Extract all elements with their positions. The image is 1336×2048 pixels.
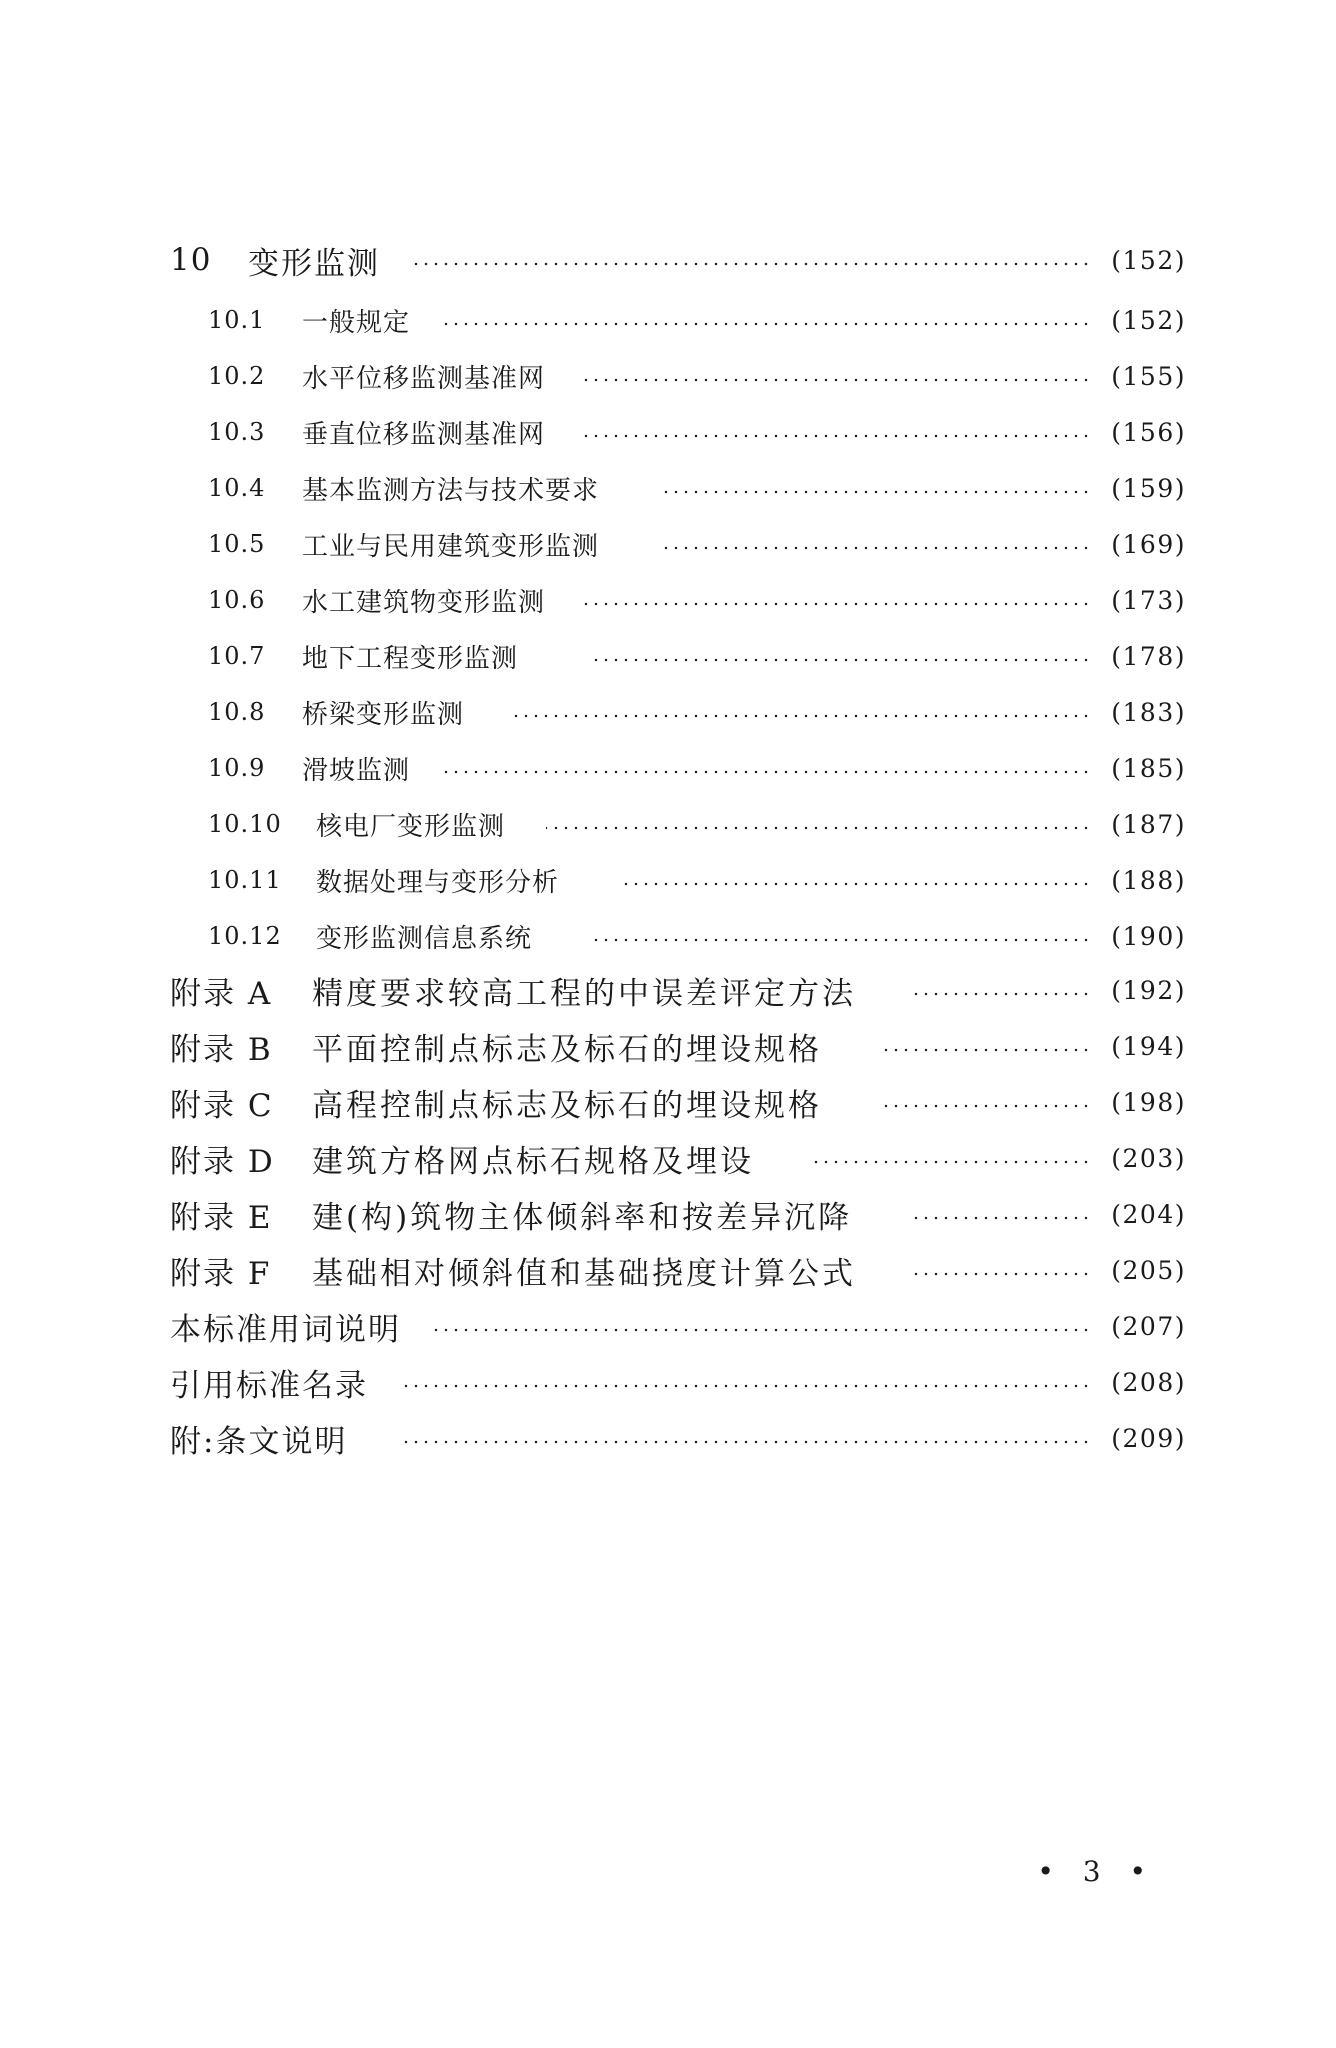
toc-entry-number: 附录 A: [170, 975, 273, 1012]
dot-leader: [910, 1272, 1091, 1276]
toc-entry-title: 建(构)筑物主体倾斜率和按差异沉降: [312, 1199, 853, 1236]
toc-entry-title: 附:条文说明: [170, 1423, 348, 1460]
toc-entry-page: (173): [1111, 585, 1186, 615]
toc-entry-page: (152): [1111, 245, 1186, 275]
toc-entry-number: 附录 E: [170, 1199, 273, 1236]
toc-entry-appendix-d[interactable]: [0, 1130, 1336, 1186]
toc-entry-page: (205): [1111, 1255, 1186, 1285]
toc-entry-title: 工业与民用建筑变形监测: [302, 531, 600, 562]
toc-entry-number: 10.10: [208, 810, 282, 838]
dot-leader: [910, 1216, 1091, 1220]
toc-entry-section-10-9[interactable]: [0, 740, 1336, 796]
toc-entry-number: 附录 C: [170, 1087, 274, 1124]
toc-entry-page: (204): [1111, 1199, 1186, 1229]
dot-leader: [880, 1104, 1091, 1108]
toc-entry-title: 垂直位移监测基准网: [302, 419, 546, 450]
toc-entry-page: (209): [1111, 1423, 1186, 1453]
dot-leader: [546, 826, 1091, 830]
toc-entry-number: 10.5: [208, 530, 266, 558]
dot-leader: [658, 490, 1091, 494]
dot-leader: [400, 1384, 1091, 1388]
toc-entry-number: 10.2: [208, 362, 266, 390]
toc-entry-appendix-f[interactable]: [0, 1242, 1336, 1298]
toc-entry-section-10-2[interactable]: [0, 348, 1336, 404]
toc-entry-section-10-1[interactable]: [0, 292, 1336, 348]
toc-entry-number: 10.9: [208, 754, 266, 782]
toc-entry-appendix-a[interactable]: [0, 962, 1336, 1018]
toc-entry-title: 基础相对倾斜值和基础挠度计算公式: [312, 1255, 856, 1292]
toc-entry-section-10-3[interactable]: [0, 404, 1336, 460]
toc-entry-title: 引用标准名录: [170, 1367, 368, 1404]
toc-entry-title: 核电厂变形监测: [316, 811, 506, 842]
dot-leader: [582, 434, 1091, 438]
dot-leader: [512, 714, 1091, 718]
toc-entry-page: (192): [1111, 975, 1186, 1005]
toc-entry-appendix-b[interactable]: [0, 1018, 1336, 1074]
toc-entry-number: 10.1: [208, 306, 266, 334]
toc-entry-section-10-5[interactable]: [0, 516, 1336, 572]
toc-entry-number: 附录 F: [170, 1255, 272, 1292]
toc-entry-title: 滑坡监测: [302, 755, 411, 786]
toc-entry-number: 10.11: [208, 866, 282, 894]
toc-entry-terms-explanation[interactable]: [0, 1298, 1336, 1354]
toc-entry-page: (194): [1111, 1031, 1186, 1061]
toc-entry-page: (208): [1111, 1367, 1186, 1397]
toc-entry-page: (207): [1111, 1311, 1186, 1341]
dot-leader: [810, 1160, 1091, 1164]
toc-entry-chapter-10[interactable]: [0, 232, 1336, 288]
dot-leader: [582, 378, 1091, 382]
toc-entry-provisions-explanation[interactable]: [0, 1410, 1336, 1466]
toc-entry-page: (156): [1111, 417, 1186, 447]
toc-entry-title: 基本监测方法与技术要求: [302, 475, 600, 506]
toc-entry-number: 10.7: [208, 642, 266, 670]
toc-entry-title: 建筑方格网点标石规格及埋设: [312, 1143, 754, 1180]
toc-entry-section-10-10[interactable]: [0, 796, 1336, 852]
dot-leader: [408, 262, 1091, 266]
toc-entry-section-10-12[interactable]: [0, 908, 1336, 964]
dot-leader: [582, 602, 1091, 606]
toc-entry-section-10-6[interactable]: [0, 572, 1336, 628]
toc-entry-number: 10.8: [208, 698, 266, 726]
toc-entry-section-10-4[interactable]: [0, 460, 1336, 516]
toc-entry-page: (155): [1111, 361, 1186, 391]
toc-entry-page: (185): [1111, 753, 1186, 783]
dot-leader: [398, 1440, 1091, 1444]
toc-entry-title: 精度要求较高工程的中误差评定方法: [312, 975, 856, 1012]
toc-entry-section-10-8[interactable]: [0, 684, 1336, 740]
toc-entry-title: 变形监测信息系统: [316, 923, 533, 954]
toc-entry-referenced-standards[interactable]: [0, 1354, 1336, 1410]
toc-entry-number: 10.6: [208, 586, 266, 614]
toc-entry-page: (188): [1111, 865, 1186, 895]
dot-leader: [432, 1328, 1091, 1332]
toc-entry-title: 桥梁变形监测: [302, 699, 465, 730]
dot-leader: [440, 322, 1091, 326]
dot-leader: [440, 770, 1091, 774]
toc-entry-page: (187): [1111, 809, 1186, 839]
dot-leader: [620, 882, 1091, 886]
toc-entry-number: 10.12: [208, 922, 282, 950]
toc-entry-title: 水工建筑物变形监测: [302, 587, 546, 618]
dot-leader: [660, 546, 1091, 550]
dot-leader: [590, 658, 1091, 662]
toc-entry-appendix-c[interactable]: [0, 1074, 1336, 1130]
dot-leader: [910, 992, 1091, 996]
toc-entry-title: 一般规定: [302, 307, 411, 338]
toc-entry-number: 10: [170, 242, 212, 278]
toc-entry-title: 数据处理与变形分析: [316, 867, 560, 898]
toc-entry-page: (169): [1111, 529, 1186, 559]
toc-entry-page: (203): [1111, 1143, 1186, 1173]
toc-entry-page: (178): [1111, 641, 1186, 671]
toc-entry-title: 地下工程变形监测: [302, 643, 519, 674]
toc-entry-page: (159): [1111, 473, 1186, 503]
dot-leader: [880, 1048, 1091, 1052]
toc-entry-title: 变形监测: [248, 245, 380, 282]
toc-entry-number: 附录 D: [170, 1143, 275, 1180]
toc-entry-number: 10.3: [208, 418, 266, 446]
toc-entry-page: (183): [1111, 697, 1186, 727]
toc-entry-section-10-11[interactable]: [0, 852, 1336, 908]
toc-entry-title: 本标准用词说明: [170, 1311, 401, 1348]
page-number: • 3 •: [1037, 1855, 1156, 1888]
toc-entry-number: 10.4: [208, 474, 266, 502]
toc-entry-page: (190): [1111, 921, 1186, 951]
toc-entry-number: 附录 B: [170, 1031, 273, 1068]
toc-entry-title: 平面控制点标志及标石的埋设规格: [312, 1031, 822, 1068]
toc-entry-title: 高程控制点标志及标石的埋设规格: [312, 1087, 822, 1124]
toc-entry-page: (198): [1111, 1087, 1186, 1117]
dot-leader: [590, 938, 1091, 942]
toc-entry-section-10-7[interactable]: [0, 628, 1336, 684]
toc-entry-appendix-e[interactable]: [0, 1186, 1336, 1242]
toc-entry-title: 水平位移监测基准网: [302, 363, 546, 394]
toc-entry-page: (152): [1111, 305, 1186, 335]
